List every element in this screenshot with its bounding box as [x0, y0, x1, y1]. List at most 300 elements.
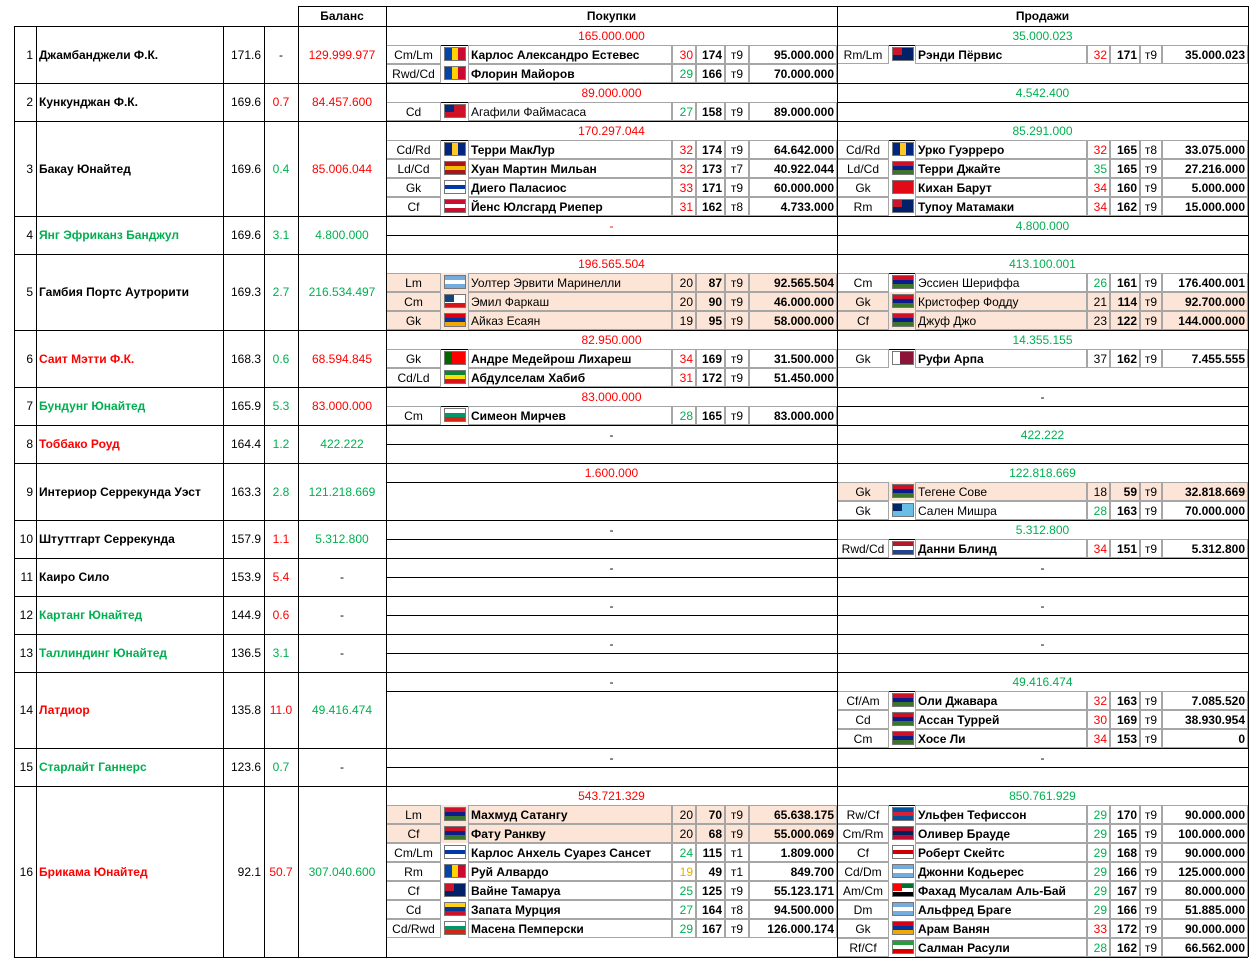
purchase-player-rating: 164 [701, 902, 722, 917]
grid-line [386, 653, 1248, 654]
team-rating-delta: 2.8 [272, 484, 290, 499]
grid-line [298, 558, 299, 596]
purchase-player-age: 29 [679, 66, 693, 81]
purchases-total: 1.600.000 [584, 465, 639, 480]
grid-line [36, 558, 37, 596]
sale-player-age: 34 [1093, 731, 1107, 746]
team-rating-delta: 1.1 [272, 532, 290, 546]
grid-line [837, 6, 838, 26]
sale-price: 5.000.000 [1191, 180, 1245, 195]
flag-am-icon [892, 921, 914, 935]
grid-line [223, 216, 224, 254]
grid-line [1248, 596, 1249, 634]
team-rating-delta: 1.2 [272, 437, 290, 451]
sale-contract-type: т9 [1144, 902, 1158, 917]
sale-price: 33.075.000 [1184, 142, 1245, 157]
sale-position: Rf/Cf [849, 940, 877, 955]
purchase-player-name: Вайне Тамаруа [471, 883, 561, 898]
team-name: Джамбанджели Ф.К. [39, 47, 159, 62]
grid-line [1248, 634, 1249, 672]
team-rank: 10 [19, 532, 33, 546]
purchases-total: 543.721.329 [578, 788, 645, 803]
grid-line [36, 786, 37, 957]
grid-line [386, 558, 387, 596]
purchase-player-rating: 173 [701, 161, 722, 176]
sale-price: 80.000.000 [1184, 883, 1245, 898]
team-rating: 157.9 [230, 532, 261, 546]
sale-position: Gk [855, 503, 871, 518]
flag-gm-icon [444, 807, 466, 821]
purchases-total: - [609, 427, 614, 442]
purchase-player-age: 19 [679, 864, 693, 879]
grid-line [1248, 786, 1249, 957]
purchase-player-age: 29 [679, 921, 693, 936]
grid-line [298, 596, 299, 634]
sale-contract-type: т8 [1144, 142, 1158, 157]
grid-line [223, 425, 224, 463]
grid-line [264, 463, 265, 520]
purchase-contract-type: т9 [730, 294, 744, 309]
team-rank: 12 [19, 608, 33, 622]
flag-uy-icon [444, 845, 466, 859]
sale-price: 7.085.520 [1191, 693, 1245, 708]
purchase-player-name: Руй Алвардо [471, 864, 549, 879]
sale-player-age: 29 [1093, 845, 1107, 860]
team-rating-delta: 3.1 [272, 228, 290, 242]
grid-line [386, 596, 387, 634]
sale-player-age: 37 [1093, 351, 1107, 366]
grid-line [1248, 463, 1249, 520]
sale-player-rating: 122 [1116, 313, 1137, 328]
grid-line [14, 558, 15, 596]
team-rank: 8 [26, 437, 33, 451]
purchase-price: 95.000.000 [773, 47, 834, 62]
sale-price: 100.000.000 [1178, 826, 1245, 841]
sale-position: Cd/Rd [845, 142, 880, 157]
sale-player-rating: 163 [1116, 503, 1137, 518]
purchase-contract-type: т7 [730, 161, 744, 176]
team-rating: 92.1 [237, 864, 261, 879]
sale-price: 90.000.000 [1184, 845, 1245, 860]
grid-line [298, 83, 299, 121]
purchase-player-rating: 166 [701, 66, 722, 81]
team-rating: 169.6 [230, 161, 261, 176]
sale-player-name: Оли Джавара [918, 693, 998, 708]
purchase-player-rating: 68 [708, 826, 722, 841]
grid-line [386, 444, 1248, 445]
sale-player-age: 29 [1093, 807, 1107, 822]
purchase-price: 94.500.000 [773, 902, 834, 917]
team-rating: 171.6 [230, 47, 261, 62]
flag-fj-icon [892, 503, 914, 517]
sale-player-name: Данни Блинд [918, 541, 997, 556]
purchases-total: - [609, 674, 614, 689]
grid-line [386, 615, 1248, 616]
sale-contract-type: т9 [1144, 313, 1158, 328]
sale-player-name: Фахад Мусалам Аль-Бай [918, 883, 1066, 898]
grid-line [837, 216, 838, 254]
team-balance: 307.040.600 [308, 864, 376, 879]
purchase-contract-type: т8 [730, 199, 744, 214]
purchases-total: - [609, 598, 614, 613]
purchase-player-rating: 167 [701, 921, 722, 936]
team-rank: 1 [26, 47, 33, 62]
purchase-player-age: 24 [679, 845, 693, 860]
purchase-player-rating: 169 [701, 351, 722, 366]
grid-line [298, 387, 299, 425]
team-rating: 153.9 [230, 570, 261, 584]
purchase-position: Cm/Lm [394, 845, 433, 860]
flag-ws-icon [444, 104, 466, 118]
purchases-total: 196.565.504 [578, 256, 645, 271]
team-rank: 16 [19, 864, 33, 879]
purchase-price: 83.000.000 [773, 408, 834, 423]
grid-line [14, 26, 15, 83]
sale-price: 0 [1238, 731, 1245, 746]
sale-player-name: Джуф Джо [918, 313, 977, 328]
sale-contract-type: т9 [1144, 845, 1158, 860]
sale-contract-type: т9 [1144, 180, 1158, 195]
team-balance: - [340, 608, 344, 622]
flag-tr-icon [892, 180, 914, 194]
grid-line [386, 83, 387, 121]
grid-line [264, 520, 265, 558]
sale-contract-type: т9 [1144, 883, 1158, 898]
grid-line [837, 596, 838, 634]
team-rank: 7 [26, 399, 33, 413]
sale-player-rating: 167 [1116, 883, 1137, 898]
grid-line [36, 672, 37, 748]
sale-player-name: Хосе Ли [918, 731, 966, 746]
grid-line [386, 26, 387, 83]
purchase-contract-type: т9 [730, 66, 744, 81]
team-name: Каиро Сило [39, 570, 110, 584]
sale-contract-type: т9 [1144, 294, 1158, 309]
grid-line [386, 786, 387, 957]
flag-gm-icon [892, 275, 914, 289]
team-balance: 129.999.977 [308, 47, 376, 62]
flag-nz-icon [892, 47, 914, 61]
grid-line [36, 26, 37, 83]
grid-line [264, 83, 265, 121]
sale-position: Gk [855, 294, 871, 309]
grid-line [223, 634, 224, 672]
purchase-player-name: Карлос Александро Естевес [471, 47, 640, 62]
grid-line [264, 596, 265, 634]
purchase-player-rating: 165 [701, 408, 722, 423]
sales-total: 4.800.000 [1015, 218, 1070, 233]
purchase-player-name: Фату Ранкву [471, 826, 546, 841]
team-balance: 85.006.044 [311, 161, 373, 176]
sale-position: Rw/Cf [846, 807, 880, 822]
team-rating: 169.6 [230, 228, 261, 242]
grid-line [386, 577, 1248, 578]
purchase-player-rating: 90 [708, 294, 722, 309]
sales-total: 49.416.474 [1012, 674, 1073, 689]
team-name: Штуттгарт Серрекунда [39, 532, 175, 546]
purchase-player-age: 31 [679, 199, 693, 214]
grid-line [1248, 216, 1249, 254]
sale-player-name: Терри Джайте [918, 161, 1001, 176]
team-rating: 123.6 [230, 760, 261, 774]
team-name: Гамбия Портс Аутрорити [39, 285, 189, 299]
purchase-position: Cm/Lm [394, 47, 433, 62]
sale-position: Gk [855, 180, 871, 195]
sale-player-name: Руфи Арпа [918, 351, 984, 366]
grid-line [14, 596, 15, 634]
purchase-player-rating: 172 [701, 370, 722, 385]
sale-player-name: Арам Ванян [918, 921, 990, 936]
sale-player-age: 32 [1093, 47, 1107, 62]
sale-player-age: 34 [1093, 180, 1107, 195]
grid-line [223, 596, 224, 634]
grid-line [264, 387, 265, 425]
team-balance: 121.218.669 [308, 484, 376, 499]
grid-line [14, 330, 15, 387]
grid-line [386, 121, 387, 216]
grid-line [264, 216, 265, 254]
purchase-player-age: 20 [679, 294, 693, 309]
grid-line [298, 425, 299, 463]
purchase-player-age: 20 [679, 275, 693, 290]
sales-total: - [1040, 750, 1045, 765]
grid-line [14, 786, 15, 957]
purchase-player-name: Айказ Есаян [471, 313, 541, 328]
flag-gm-icon [892, 484, 914, 498]
team-name: Интериор Серрекунда Уэст [39, 484, 201, 499]
flag-gm-icon [892, 731, 914, 745]
grid-line [223, 83, 224, 121]
sale-position: Rwd/Cd [841, 541, 885, 556]
grid-line [386, 463, 387, 520]
purchase-player-rating: 70 [708, 807, 722, 822]
sale-contract-type: т9 [1144, 503, 1158, 518]
purchase-price: 46.000.000 [773, 294, 834, 309]
sale-player-rating: 162 [1116, 351, 1137, 366]
purchase-player-name: Хуан Мартин Мильан [471, 161, 597, 176]
purchase-contract-type: т9 [730, 921, 744, 936]
grid-line [837, 26, 838, 83]
team-rank: 13 [19, 646, 33, 660]
flag-uy-icon [444, 180, 466, 194]
grid-line [298, 786, 299, 957]
grid-line [1248, 520, 1249, 558]
grid-line [1248, 387, 1249, 425]
purchase-price: 55.000.069 [773, 826, 834, 841]
grid-line [223, 672, 224, 748]
purchase-player-name: Диего Паласиос [471, 180, 567, 195]
purchase-position: Cf [407, 883, 420, 898]
grid-line [36, 216, 37, 254]
grid-line [14, 672, 15, 748]
purchase-price: 89.000.000 [773, 104, 834, 119]
grid-line [36, 748, 37, 786]
sale-position: Cm [853, 275, 873, 290]
sale-contract-type: т9 [1144, 161, 1158, 176]
sale-player-rating: 59 [1123, 484, 1137, 499]
purchase-price: 60.000.000 [773, 180, 834, 195]
team-rank: 9 [26, 484, 33, 499]
sale-player-name: Оливер Брауде [918, 826, 1011, 841]
sale-player-name: Альфред Браге [918, 902, 1012, 917]
sale-player-age: 30 [1093, 712, 1107, 727]
flag-gm-icon [892, 294, 914, 308]
sale-player-age: 21 [1093, 294, 1107, 309]
team-balance: 4.800.000 [315, 228, 369, 242]
grid-line [837, 425, 838, 463]
purchase-player-age: 27 [679, 104, 693, 119]
purchase-player-rating: 162 [701, 199, 722, 214]
grid-line [298, 6, 1248, 7]
grid-line [264, 558, 265, 596]
sale-player-name: Ассан Туррей [918, 712, 1000, 727]
grid-line [223, 254, 224, 330]
flag-no-icon [892, 826, 914, 840]
sale-player-rating: 162 [1116, 199, 1137, 214]
flag-gm-icon [444, 826, 466, 840]
team-rating-delta: 0.6 [272, 351, 290, 366]
grid-line [223, 558, 224, 596]
sale-price: 90.000.000 [1184, 807, 1245, 822]
sale-price: 70.000.000 [1184, 503, 1245, 518]
grid-line [264, 425, 265, 463]
sale-player-name: Сален Мишра [918, 503, 997, 518]
sale-player-rating: 165 [1116, 142, 1137, 157]
sale-player-name: Рэнди Пёрвис [918, 47, 1003, 62]
sale-contract-type: т9 [1144, 199, 1158, 214]
grid-line [386, 520, 387, 558]
team-name: Кункунджан Ф.К. [39, 95, 138, 109]
team-balance: 5.312.800 [315, 532, 369, 546]
sale-position: Cf [857, 313, 869, 328]
sales-total: - [1040, 636, 1045, 651]
grid-line [386, 387, 387, 425]
grid-line [837, 463, 838, 520]
sales-total: 14.355.155 [1012, 332, 1073, 347]
purchase-contract-type: т1 [730, 845, 744, 860]
grid-line [264, 748, 265, 786]
grid-line [1248, 121, 1249, 216]
sale-player-name: Урко Гуэрреро [918, 142, 1005, 157]
team-rating-delta: 0.7 [272, 95, 290, 109]
team-rank: 5 [26, 285, 33, 299]
sale-player-name: Тупоу Матамаки [918, 199, 1015, 214]
team-name: Тоббако Роуд [39, 437, 120, 451]
grid-line [264, 786, 265, 957]
team-balance: 83.000.000 [311, 399, 373, 413]
grid-line [1248, 672, 1249, 748]
grid-line [837, 520, 838, 558]
grid-line [298, 121, 299, 216]
purchases-total: - [609, 636, 614, 651]
flag-gm-icon [892, 161, 914, 175]
purchases-total: 83.000.000 [581, 389, 642, 404]
flag-nl-icon [892, 541, 914, 555]
grid-line [837, 748, 838, 786]
grid-line [386, 330, 387, 387]
team-rating: 163.3 [230, 484, 261, 499]
grid-line [14, 254, 15, 330]
team-balance: 422.222 [320, 437, 364, 451]
grid-line [36, 425, 37, 463]
purchase-player-age: 27 [679, 902, 693, 917]
grid-line [298, 748, 299, 786]
team-rating-delta: 5.3 [272, 399, 290, 413]
sale-position: Cd [855, 712, 871, 727]
purchases-total: - [609, 522, 614, 537]
sale-player-name: Кихан Барут [918, 180, 992, 195]
flag-dk-icon [444, 199, 466, 213]
team-rating-delta: 3.1 [272, 646, 290, 660]
sale-player-rating: 165 [1116, 826, 1137, 841]
purchases-total: - [609, 218, 614, 233]
sale-player-age: 35 [1093, 161, 1107, 176]
team-balance: - [340, 760, 344, 774]
purchase-player-age: 33 [679, 180, 693, 195]
purchase-player-age: 19 [679, 313, 693, 328]
sale-contract-type: т9 [1144, 731, 1158, 746]
purchase-contract-type: т9 [730, 142, 744, 157]
flag-ar-icon [444, 275, 466, 289]
purchase-position: Cm [404, 294, 423, 309]
header-balance: Баланс [320, 9, 364, 23]
grid-line [14, 83, 15, 121]
flag-nz-icon [892, 199, 914, 213]
grid-line [264, 121, 265, 216]
sales-total: 122.818.669 [1009, 465, 1076, 480]
sale-player-name: Тегене Сове [918, 484, 988, 499]
sale-price: 38.930.954 [1184, 712, 1245, 727]
sale-contract-type: т9 [1144, 807, 1158, 822]
flag-co-icon [444, 902, 466, 916]
sales-total: 413.100.001 [1009, 256, 1076, 271]
sale-position: Cd/Dm [844, 864, 882, 879]
sale-price: 7.455.555 [1191, 351, 1245, 366]
purchase-contract-type: т9 [730, 883, 744, 898]
team-name: Янг Эфриканз Банджул [39, 228, 179, 242]
team-rating-delta: - [279, 47, 283, 62]
purchases-total: - [609, 750, 614, 765]
team-rank: 4 [26, 228, 33, 242]
grid-line [386, 254, 387, 330]
grid-line [1248, 425, 1249, 463]
grid-line [223, 26, 224, 83]
team-rank: 14 [19, 703, 33, 717]
purchase-player-rating: 171 [701, 180, 722, 195]
sale-player-rating: 166 [1116, 902, 1137, 917]
grid-line [386, 672, 387, 748]
sale-price: 66.562.000 [1184, 940, 1245, 955]
grid-line [14, 121, 15, 216]
sale-position: Dm [853, 902, 873, 917]
sale-player-age: 32 [1093, 142, 1107, 157]
sale-player-rating: 163 [1116, 693, 1137, 708]
grid-line [36, 520, 37, 558]
purchase-position: Cf [407, 826, 420, 841]
grid-line [837, 121, 838, 216]
sale-player-name: Кристофер Фодду [918, 294, 1019, 309]
grid-line [837, 254, 838, 330]
sale-position: Cm/Rm [842, 826, 884, 841]
purchase-contract-type: т9 [730, 104, 744, 119]
purchase-contract-type: т9 [730, 370, 744, 385]
sale-player-age: 33 [1093, 921, 1107, 936]
flag-cz-icon [444, 294, 466, 308]
sale-price: 51.885.000 [1184, 902, 1245, 917]
grid-line [14, 425, 15, 463]
purchases-total: 82.950.000 [581, 332, 642, 347]
sale-player-name: Джонни Кодьерес [918, 864, 1024, 879]
